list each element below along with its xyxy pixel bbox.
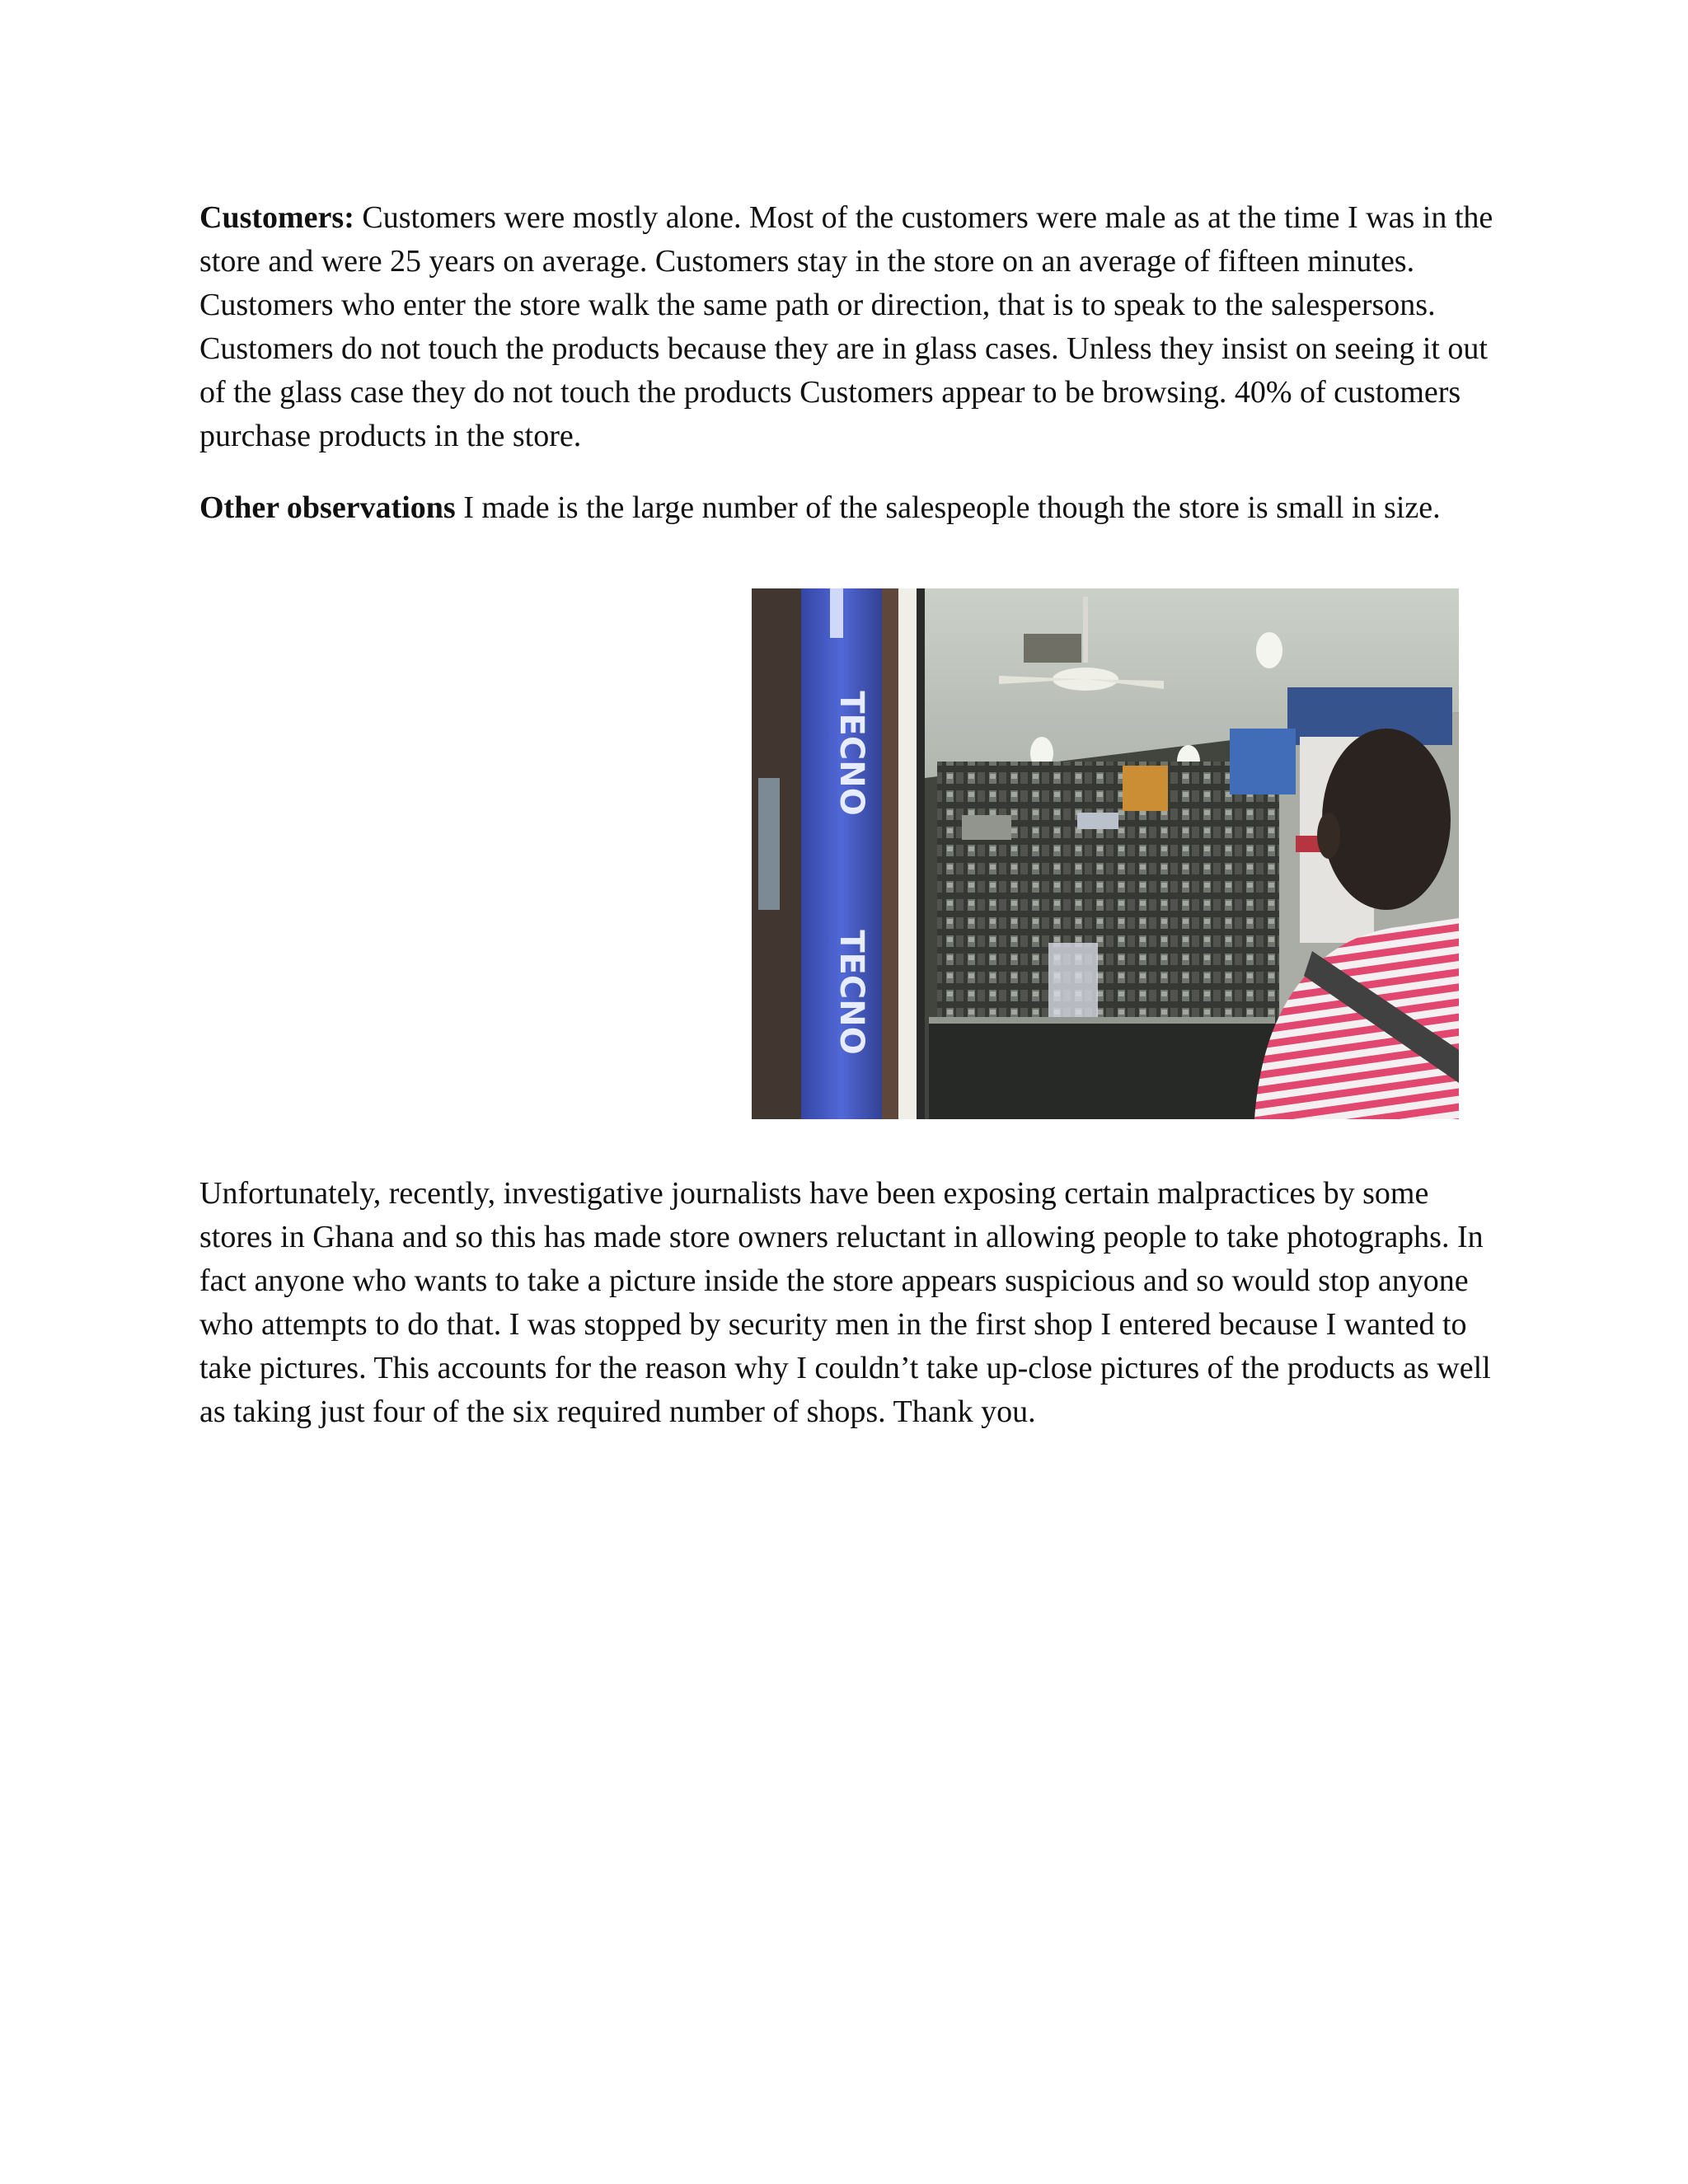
customers-paragraph (199, 196, 1502, 458)
other-observations-paragraph (199, 486, 1502, 530)
store-interior-photo (752, 588, 1459, 1119)
customers-body: Customers were mostly alone. Most of the customers were male as at the time I was in the store and were 25 years on average. Customers stay in the store on an average of fifteen minutes. Customers who enter the store walk the same path or direction, that is to speak to the salespersons. Customers do not touch the products because they are in glass cases. Unless they insist on seeing it out of the glass case they do not touch the products Customers appear to be browsing. 40% of customers purchase products in the store. (199, 200, 1493, 453)
sign-text-1: TECNO (832, 691, 870, 816)
sign-text-2: TECNO (832, 930, 870, 1055)
other-observations-body: I made is the large number of the salespeople though the store is small in size. (455, 490, 1441, 525)
closing-paragraph: Unfortunately, recently, investigative journalists have been exposing certain malpractices by some stores in Ghana and so this has made store owners reluctant in allowing people to take photographs. In fact anyone who wants to take a picture inside the store appears suspicious and so would stop anyone who attempts to do that. I was stopped by security men in the first shop I entered because I wanted to take pictures. This accounts for the reason why I couldn’t take up-close pictures of the products as well as taking just four of the six required number of shops. Thank you. (199, 1176, 1491, 1429)
other-observations-heading: Other observations (199, 490, 456, 525)
customers-heading: Customers: (199, 200, 354, 235)
